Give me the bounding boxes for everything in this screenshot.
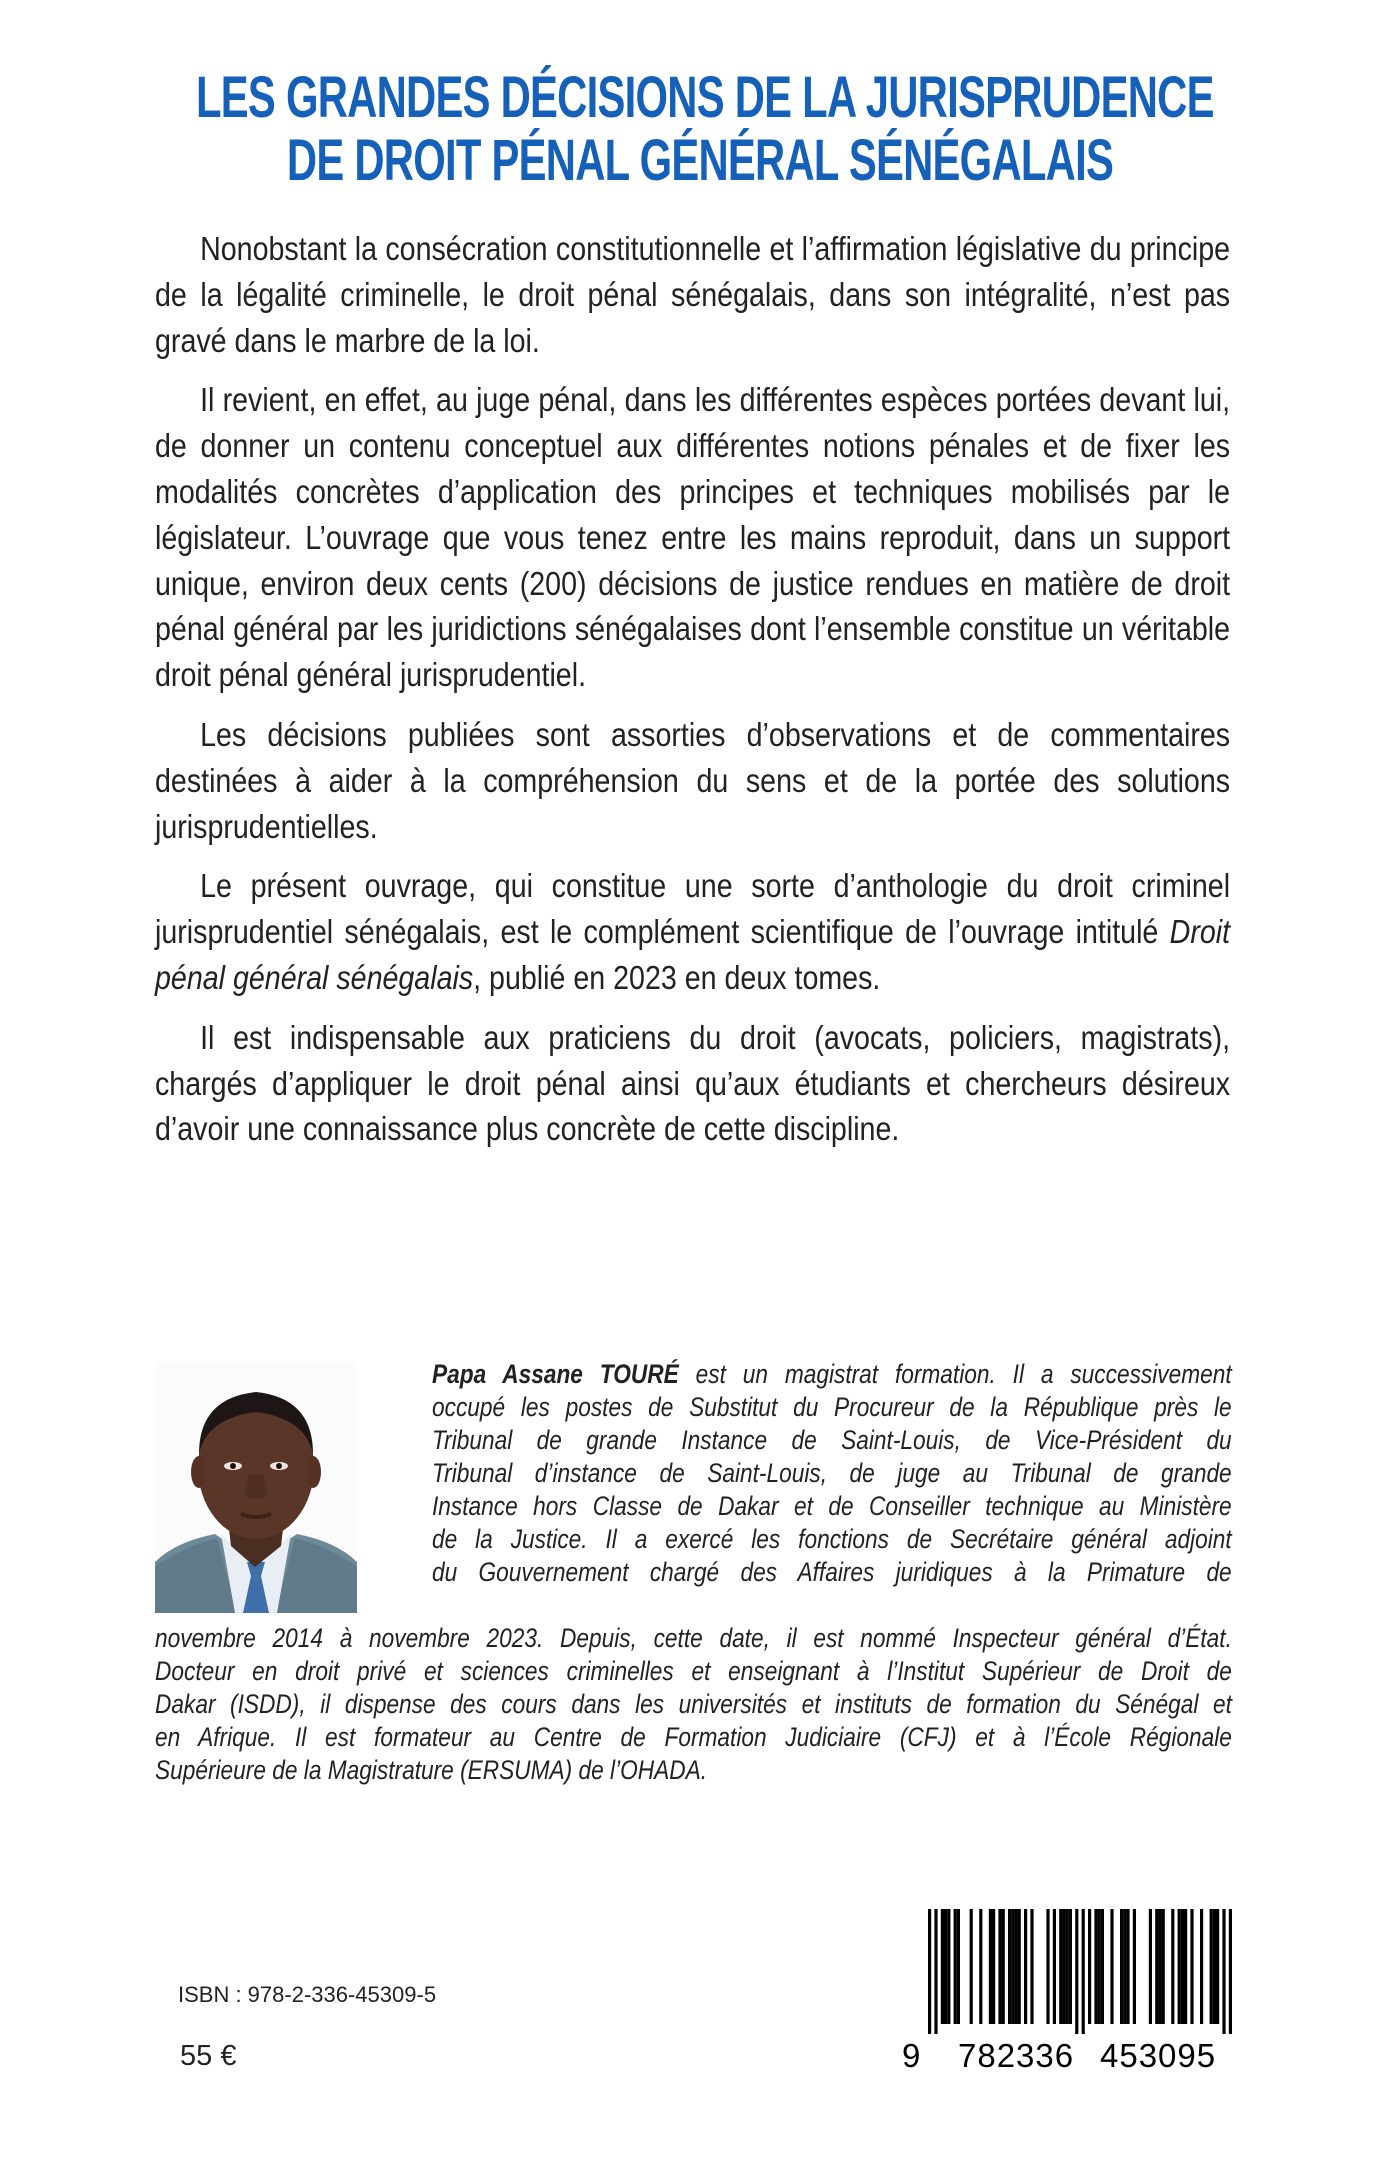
summary-paragraph-1: Nonobstant la consécration constitutionnelle et l’affirmation législative du principe de la légalité criminelle, le droit pénal sénégalais, dans son intégralité, n’est pas gravé dans le marbre de la loi.: [155, 230, 1231, 359]
barcode-digits-right: 453095: [1100, 2037, 1217, 2074]
price: 55 €: [180, 2040, 237, 2072]
author-bio-full-width: [155, 1622, 1232, 1787]
summary-paragraph-4: [155, 863, 1230, 1000]
title-line-1: LES GRANDES DÉCISIONS DE LA JURISPRUDENCE: [195, 65, 1214, 130]
bio-line: novembre 2014 à novembre 2023. Depuis, cette date, il est nommé Inspecteur général d’État.: [155, 1623, 1232, 1653]
p4-text-before: Le présent ouvrage, qui constitue une sorte d’anthologie du droit criminel jurisprudentiel sénégalais, est le complément scientifique de l’ouvrage intitulé: [155, 867, 1231, 951]
bio-line: Supérieure de la Magistrature (ERSUMA) de l’OHADA.: [155, 1755, 708, 1785]
author-portrait-icon: [155, 1362, 357, 1613]
author-name: Papa Assane TOURÉ: [432, 1359, 679, 1389]
ean-barcode: [900, 1900, 1245, 2074]
bio-line: Docteur en droit privé et sciences criminelles et enseignant à l’Institut Supérieur de Droit de: [155, 1656, 1232, 1686]
bio-line: Papa Assane TOURÉ est un magistrat formation. Il a successivement: [432, 1359, 1232, 1389]
referenced-book-title: Droit pénal général sénégalais: [155, 913, 1231, 996]
bio-line: Instance hors Classe de Dakar et de Conseiller technique au Ministère: [432, 1491, 1232, 1521]
bio-line: de la Justice. Il a exercé les fonctions de Secrétaire général adjoint: [432, 1524, 1232, 1554]
p4-text-after: , publié en 2023 en deux tomes.: [473, 958, 881, 996]
book-summary: [155, 226, 1230, 1166]
bio-line: occupé les postes de Substitut du Procureur de la République près le: [432, 1392, 1232, 1422]
title-line-2: DE DROIT PÉNAL GÉNÉRAL SÉNÉGALAIS: [286, 128, 1114, 193]
summary-paragraph-5: Il est indispensable aux praticiens du droit (avocats, policiers, magistrats), chargés d’appliquer le droit pénal ainsi qu’aux étudiants et chercheurs désireux d’avoir une connaissance plus concrète de cette discipline.: [155, 1018, 1231, 1148]
isbn-number: ISBN : 978-2-336-45309-5: [178, 1982, 437, 2007]
barcode-icon: [900, 1900, 1245, 2035]
bio-line: Dakar (ISDD), il dispense des cours dans les universités et instituts de formation du Sénégal et: [155, 1689, 1232, 1719]
book-title: [0, 66, 1400, 192]
author-photo: [155, 1362, 357, 1613]
summary-paragraph-3: Les décisions publiées sont assorties d’observations et de commentaires destinées à aider à la compréhension du sens et de la portée des solutions jurisprudentielles.: [155, 715, 1231, 845]
barcode-digits-left: 782336: [958, 2037, 1075, 2074]
summary-paragraph-2: Il revient, en effet, au juge pénal, dans les différentes espèces portées devant lui, de donner un contenu conceptuel aux différentes notions pénales et de fixer les modalités concrètes d’application des principes et techniques mobilisés par le législateur. L’ouvrage que vous tenez entre les mains reproduit, dans un support unique, environ deux cents (200) décisions de justice rendues en matière de droit pénal général par les juridictions sénégalaises dont l’ensemble constitue un véritable droit pénal général jurisprudentiel.: [155, 381, 1231, 694]
barcode-digit-first: 9: [902, 2037, 921, 2074]
bio-line: Tribunal de grande Instance de Saint-Louis, de Vice-Président du: [432, 1425, 1232, 1455]
bio-line: Tribunal d’instance de Saint-Louis, de juge au Tribunal de grande: [432, 1458, 1232, 1488]
bio-line: en Afrique. Il est formateur au Centre de Formation Judiciaire (CFJ) et à l’École Régionale: [155, 1722, 1232, 1752]
bio-line: du Gouvernement chargé des Affaires juridiques à la Primature de: [432, 1557, 1232, 1587]
author-bio-beside-photo: [432, 1358, 1232, 1589]
